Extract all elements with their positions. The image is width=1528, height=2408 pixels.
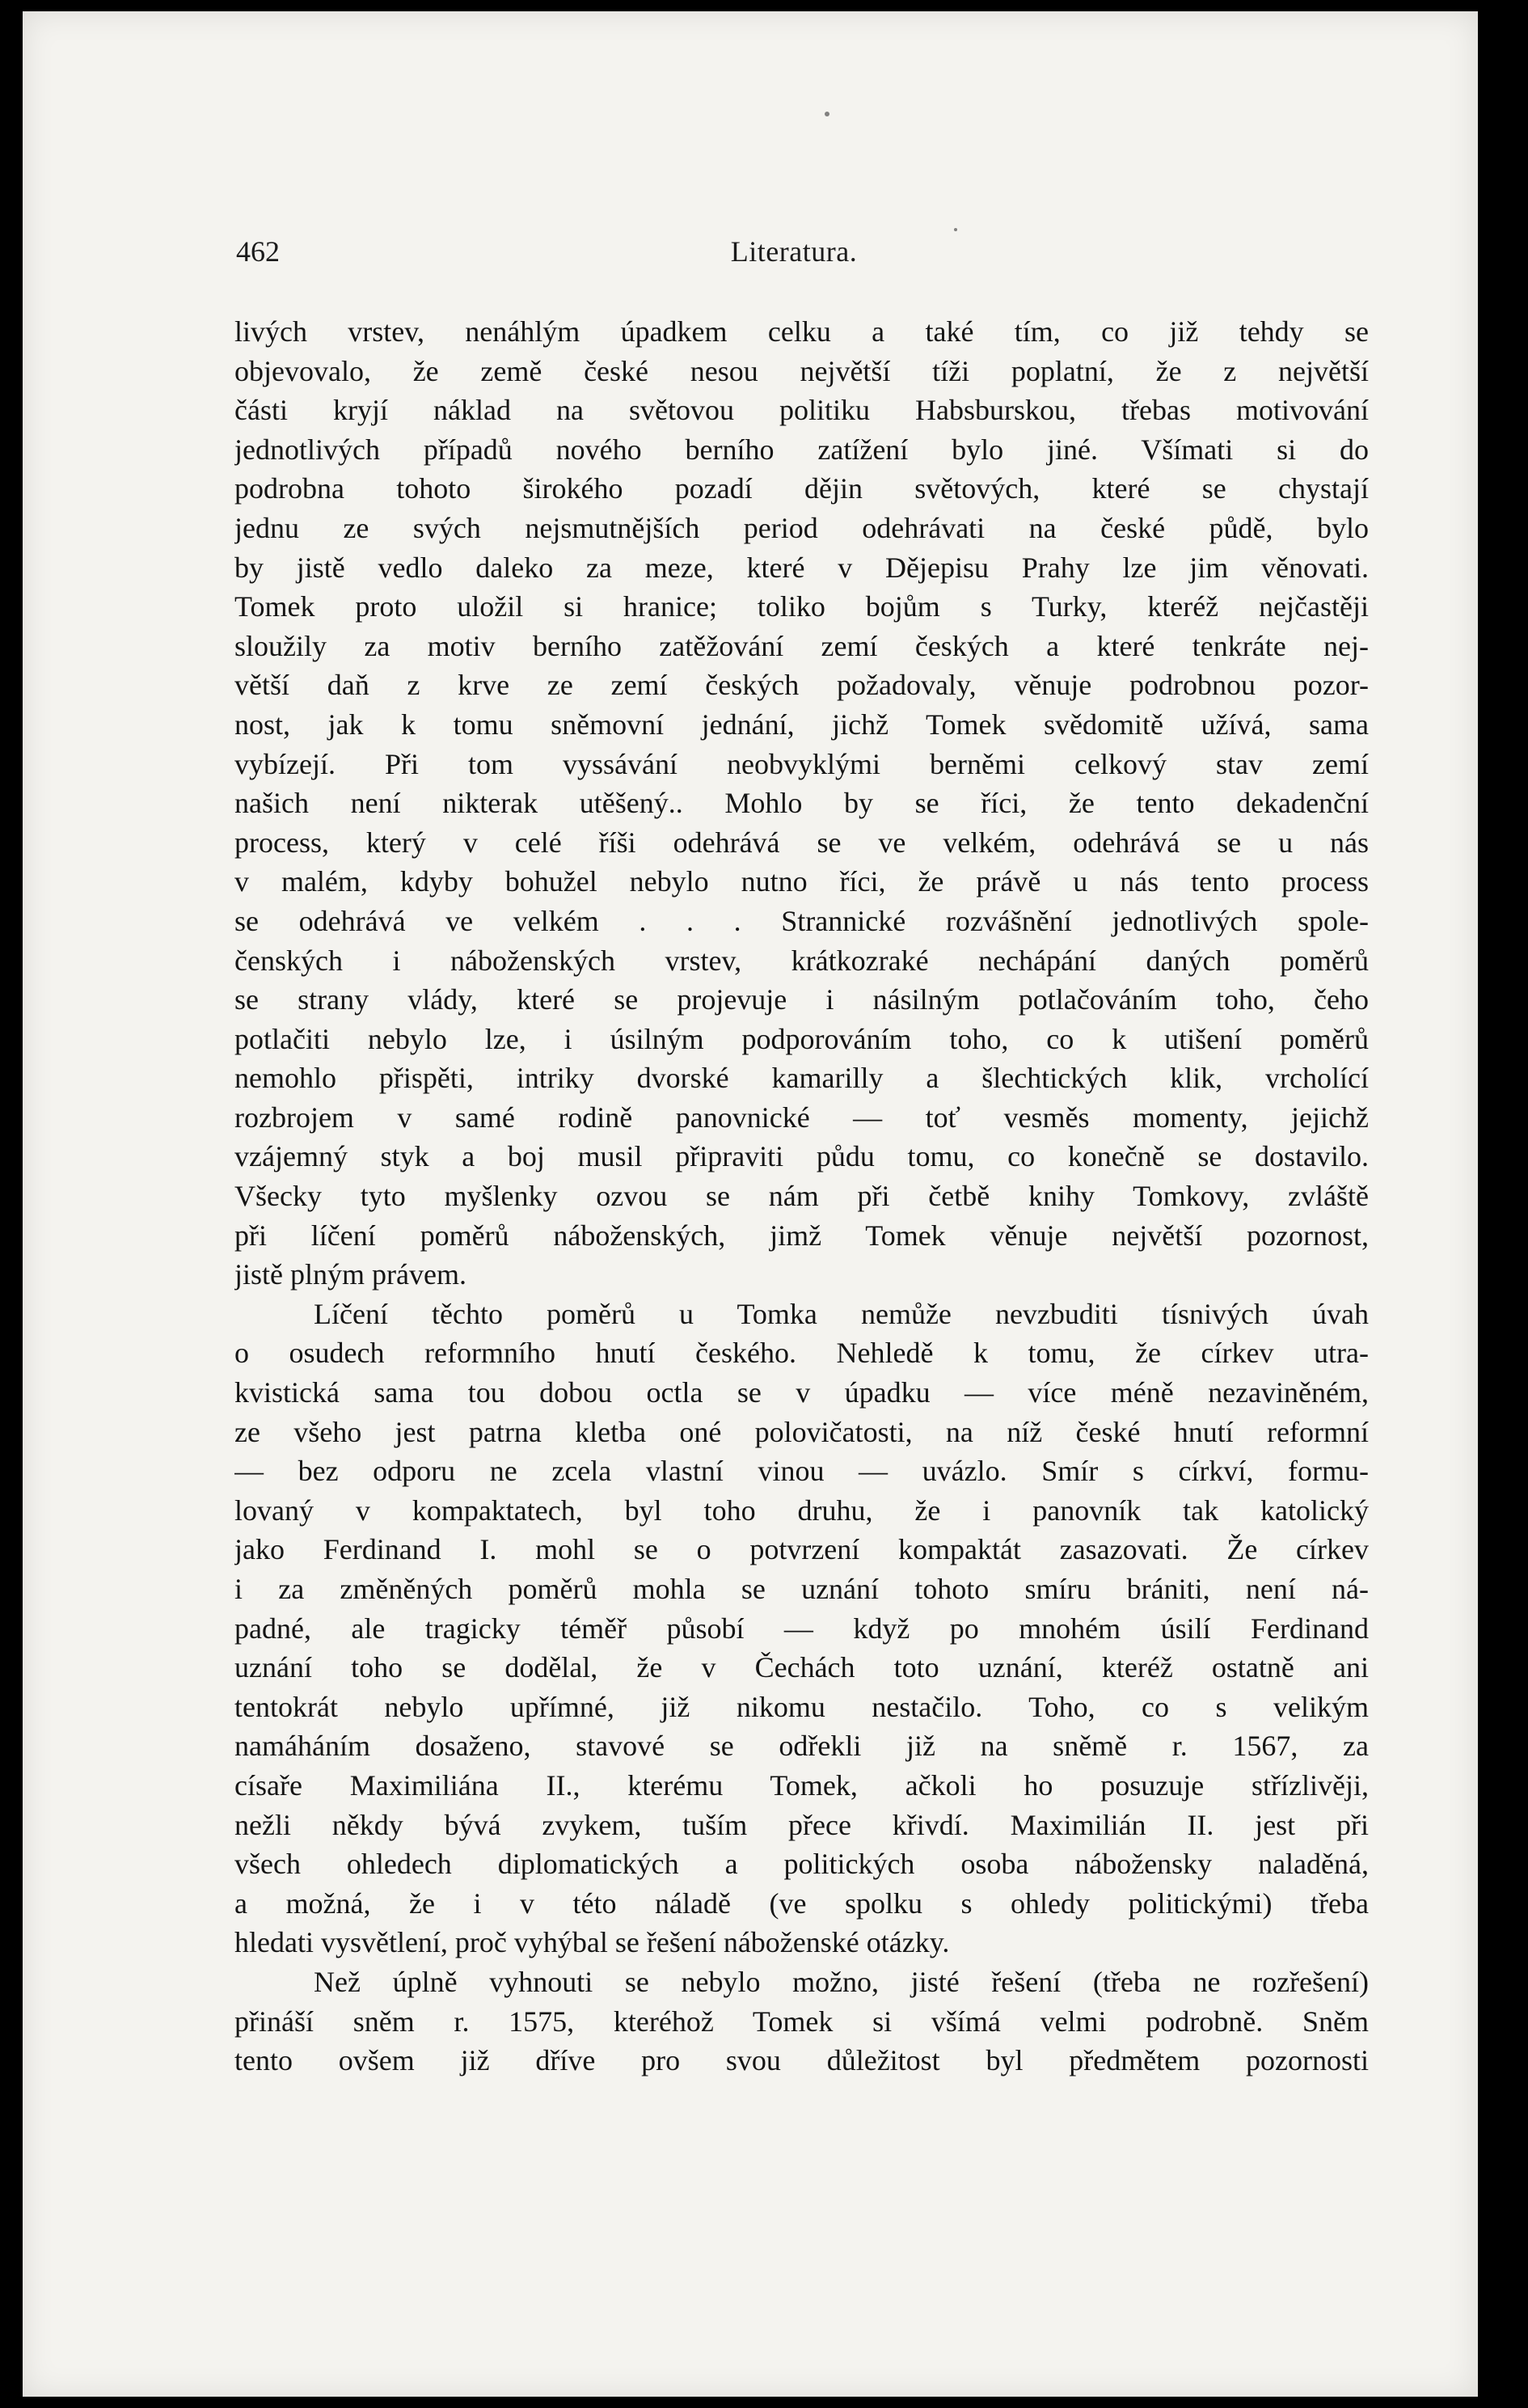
text-line: vzájemný styk a boj musil připraviti půdu tomu, co konečně se dostavilo.	[234, 1140, 1369, 1173]
text-line: — bez odporu ne zcela vlastní vinou — uvázlo. Smír s církví, formu-	[234, 1455, 1369, 1488]
text-line: padné, ale tragicky téměř působí — když po mnohém úsilí Ferdinand	[234, 1612, 1369, 1645]
text-line: jako Ferdinand I. mohl se o potvrzení kompaktát zasazovati. Že církev	[234, 1533, 1369, 1566]
scan-speck	[825, 112, 829, 116]
text-line: jednu ze svých nejsmutnějších period odehrávati na české půdě, bylo	[234, 511, 1369, 544]
text-line: tento ovšem již dříve pro svou důležitost byl předmětem pozornosti	[234, 2044, 1369, 2077]
text-line: císaře Maximiliána II., kterému Tomek, ačkoli ho posuzuje střízlivěji,	[234, 1768, 1369, 1802]
text-line: uznání toho se dodělal, že v Čechách toto uznání, kteréž ostatně ani	[234, 1651, 1369, 1684]
text-line: livých vrstev, nenáhlým úpadkem celku a také tím, co již tehdy se	[234, 315, 1369, 348]
text-line: lovaný v kompaktatech, byl toho druhu, že i panovník tak katolický	[234, 1493, 1369, 1527]
text-line: i za změněných poměrů mohla se uznání tohoto smíru brániti, není ná-	[234, 1573, 1369, 1605]
text-line: jednotlivých případů nového berního zatížení bylo jiné. Všímati si do	[234, 433, 1369, 466]
text-line: větší daň z krve ze zemí českých požadovaly, věnuje podrobnou pozor-	[234, 669, 1369, 702]
text-line: podrobna tohoto širokého pozadí dějin světových, které se chystají	[234, 472, 1369, 505]
text-line: se odehrává ve velkém . . . Strannické rozvášnění jednotlivých spole-	[234, 904, 1369, 937]
text-line: se strany vlády, které se projevuje i násilným potlačováním toho, čeho	[234, 983, 1369, 1016]
text-line: jistě plným právem.	[234, 1258, 466, 1291]
page-header	[212, 234, 1376, 275]
running-head: Literatura.	[730, 235, 858, 268]
text-line: namáháním dosaženo, stavové se odřekli již na sněmě r. 1567, za	[234, 1730, 1369, 1763]
text-line: Líčení těchto poměrů u Tomka nemůže nevzbuditi tísnivých úvah	[314, 1297, 1369, 1330]
text-line: čenských i náboženských vrstev, krátkozraké nechápání daných poměrů	[234, 944, 1369, 977]
text-line: přináší sněm r. 1575, kteréhož Tomek si všímá velmi podrobně. Sněm	[234, 2005, 1369, 2038]
scan-speck	[954, 228, 957, 231]
text-line: process, který v celé říši odehrává se ve velkém, odehrává se u nás	[234, 826, 1369, 859]
page-number: 462	[236, 235, 280, 268]
text-line: o osudech reformního hnutí českého. Nehledě k tomu, že církev utra-	[234, 1337, 1369, 1370]
text-line: kvistická sama tou dobou octla se v úpadku — více méně nezaviněném,	[234, 1376, 1369, 1409]
body-text	[234, 312, 1369, 2081]
text-line: a možná, že i v této náladě (ve spolku s ohledy politickými) třeba	[234, 1886, 1369, 1920]
text-line: rozbrojem v samé rodině panovnické — toť vesměs momenty, jejichž	[234, 1100, 1369, 1134]
text-line: ze všeho jest patrna kletba oné polovičatosti, na níž české hnutí reformní	[234, 1415, 1369, 1448]
text-line: tentokrát nebylo upřímné, již nikomu nestačilo. Toho, co s velikým	[234, 1690, 1369, 1723]
text-line: nežli někdy bývá zvykem, tuším přece křivdí. Maximilián II. jest při	[234, 1808, 1369, 1841]
text-line: při líčení poměrů náboženských, jimž Tomek věnuje největší pozornost,	[234, 1219, 1369, 1252]
text-line: Všecky tyto myšlenky ozvou se nám při četbě knihy Tomkovy, zvláště	[234, 1180, 1369, 1213]
text-line: všech ohledech diplomatických a politických osoba nábožensky naladěná,	[234, 1848, 1369, 1881]
text-line: nemohlo přispěti, intriky dvorské kamarilly a šlechtických klik, vrcholící	[234, 1062, 1369, 1095]
text-line: části kryjí náklad na světovou politiku Habsburskou, třebas motivování	[234, 394, 1369, 427]
text-line: Tomek proto uložil si hranice; toliko bojům s Turky, kteréž nejčastěji	[234, 590, 1369, 623]
scan-border-right	[1478, 0, 1528, 2408]
text-line: by jistě vedlo daleko za meze, které v Dějepisu Prahy lze jim věnovati.	[234, 551, 1369, 584]
text-line: nost, jak k tomu sněmovní jednání, jichž Tomek svědomitě užívá, sama	[234, 708, 1369, 741]
text-line: potlačiti nebylo lze, i úsilným podporováním toho, co k utišení poměrů	[234, 1022, 1369, 1055]
text-line: Než úplně vyhnouti se nebylo možno, jisté řešení (třeba ne rozřešení)	[314, 1965, 1369, 1998]
text-line: hledati vysvětlení, proč vyhýbal se řešení náboženské otázky.	[234, 1926, 950, 1959]
text-line: v malém, kdyby bohužel nebylo nutno říci, že právě u nás tento process	[234, 865, 1369, 898]
text-line: našich není nikterak utěšený.. Mohlo by se říci, že tento dekadenční	[234, 787, 1369, 820]
text-line: sloužily za motiv berního zatěžování zemí českých a které tenkráte nej-	[234, 629, 1369, 662]
text-line: vybízejí. Při tom vyssávání neobvyklými berněmi celkový stav zemí	[234, 747, 1369, 780]
text-line: objevovalo, že země české nesou největší tíži poplatní, že z největší	[234, 354, 1369, 387]
